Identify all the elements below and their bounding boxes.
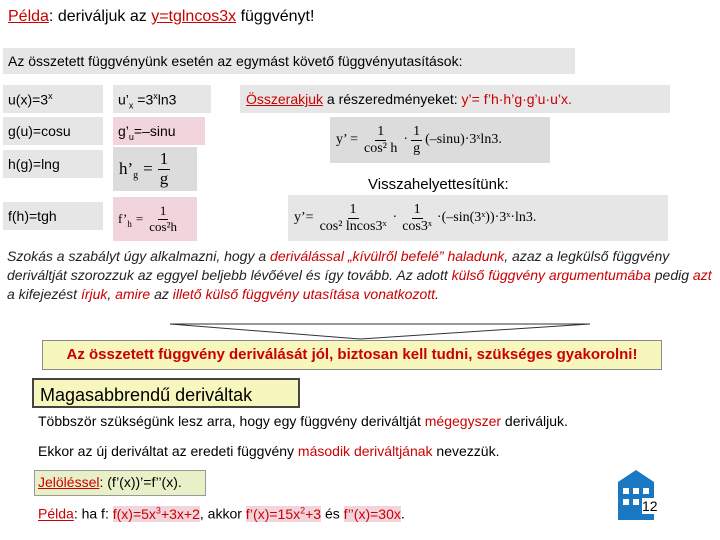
combine-lead: Összerakjuk <box>246 91 324 107</box>
para-highlight-5: amire <box>115 286 151 302</box>
title-prefix: Példa <box>8 8 49 25</box>
para-highlight-4: írjuk <box>80 286 108 302</box>
row-h-left <box>3 150 103 178</box>
row-u-func: u(x)=3 <box>8 91 49 108</box>
row-h-func: h(g)=lng <box>8 156 60 172</box>
formula-2-rest: ·(–sin(3ˣ))·3ˣ·ln3. <box>436 210 537 225</box>
row-g-sub: u <box>128 131 134 142</box>
row-f-left <box>3 202 103 230</box>
line-2-b: második deriváltjának <box>297 443 433 459</box>
row-h-den: g <box>159 168 169 188</box>
row-g-func: g(u)=cosu <box>8 123 71 139</box>
combine-text: a részeredményeket: <box>323 91 462 107</box>
formula-2: y’= $\frac{1}{\text{cos² lncos3ˣ}}$ · $\frac{1}{\text{cos3ˣ}}$ ·(–sin(3ˣ))·3ˣ·ln3. <box>288 195 668 241</box>
line-4-j: . <box>400 505 405 522</box>
title-function: y=tglncos3x <box>151 8 237 25</box>
formula-1-rest: (–sinu)·3ˣln3. <box>425 132 502 147</box>
page-logo <box>608 462 664 522</box>
line-4 <box>38 505 405 522</box>
row-h-num: 1 <box>159 148 169 168</box>
para-text-2: , azaz a legkülső függvény deriváltját szorozzuk az eggyel beljebb lévőével és így tovább. Az adott <box>7 248 670 283</box>
row-f-sub: h <box>127 219 132 229</box>
line-4-b: : ha f: <box>73 505 113 522</box>
row-g-right <box>113 117 205 145</box>
row-f-func: f(h)=tgh <box>8 208 57 224</box>
formula-2-n2: 1 <box>413 202 421 218</box>
window-5 <box>633 499 639 505</box>
line-2-c: nevezzük. <box>432 443 500 459</box>
line-2-a: Ekkor az új deriváltat az eredeti függvény <box>38 443 298 459</box>
page-title <box>8 8 314 26</box>
row-u-left <box>3 85 103 113</box>
window-3 <box>643 488 649 494</box>
intro-bar <box>3 48 575 74</box>
resubstitute-label: Visszahelyettesítünk: <box>368 176 509 193</box>
formula-2-y: y’= <box>294 210 314 225</box>
line-4-e: , akkor <box>199 505 246 522</box>
row-f-den: cos²h <box>149 218 177 234</box>
window-4 <box>623 499 629 505</box>
formula-2-frac2 <box>400 202 434 234</box>
para-text-4: a kifejezést <box>7 286 81 302</box>
formula-1-n1: 1 <box>377 124 385 140</box>
section-heading: Magasabbrendű deriváltak <box>32 378 300 408</box>
line-4-c-wrap <box>113 506 200 522</box>
line-3-a: Jelöléssel <box>38 474 100 490</box>
row-f-deriv: f’ <box>118 211 128 226</box>
formula-1-d2: g <box>413 140 421 156</box>
practice-banner: Az összetett függvény deriválását jól, biztosan kell tudni, szükséges gyakorolni! <box>42 340 662 370</box>
row-h-fraction <box>158 150 171 188</box>
row-u-end: ln3 <box>157 91 177 108</box>
title-text: : deriváljuk az <box>48 8 152 25</box>
window-1 <box>623 488 629 494</box>
row-u-sup: x <box>48 91 53 101</box>
formula-1-d1: cos² h <box>364 140 398 156</box>
para-highlight-1: deriválással „kívülről befelé” haladunk <box>270 248 505 264</box>
row-g-rest: =–sinu <box>133 123 176 139</box>
window-2 <box>633 488 639 494</box>
row-u-rest: =3 <box>133 91 154 108</box>
formula-1-frac2 <box>411 124 422 156</box>
title-suffix: függvényt! <box>236 8 315 25</box>
formula-1-n2: 1 <box>413 124 421 140</box>
line-4-g: +3 <box>305 505 322 522</box>
formula-2-n1: 1 <box>349 202 357 218</box>
formula-1-frac1 <box>362 124 399 156</box>
para-text-1: Szokás a szabályt úgy alkalmazni, hogy a <box>7 248 271 264</box>
para-highlight-6: illető külső függvény utasítása vonatkozott <box>172 286 436 302</box>
row-u-sup2: x <box>153 91 158 101</box>
line-1-a: Többször szükségünk lesz arra, hogy egy függvény deriváltját <box>38 413 425 429</box>
formula-2-d1: cos² lncos3ˣ <box>319 218 387 234</box>
line-4-f-sup: 2 <box>300 505 306 515</box>
row-u-sub: x <box>128 100 134 111</box>
line-2 <box>38 443 499 459</box>
line-4-f: f’(x)=15x <box>245 505 301 522</box>
line-1-b: mégegyszer <box>424 413 502 429</box>
para-highlight-3: azt <box>692 267 712 283</box>
para-text-3: pedig <box>650 267 693 283</box>
row-g-deriv: g’ <box>118 123 129 139</box>
line-3-b: : (f’(x))’=f’’(x). <box>99 474 182 490</box>
line-4-f-wrap <box>246 506 321 522</box>
combine-formula: y’= f’h·h’g·g’u·u’x. <box>461 91 572 107</box>
formula-1: y’ = $\frac{1}{\text{cos² h}}$ · $\frac{1}{g}$ (–sinu)·3ˣln3. <box>330 117 550 163</box>
row-h-deriv: h’ <box>119 159 134 178</box>
row-u-deriv: u’ <box>118 91 129 108</box>
callout-pointer-shape <box>170 324 590 339</box>
row-u-right <box>113 85 211 113</box>
para-text-5: , <box>107 286 116 302</box>
line-1 <box>38 413 568 429</box>
row-h-right: h’ $_g$ = $\frac{1}{g}$ <box>113 147 197 191</box>
para-text-6: az <box>150 286 173 302</box>
line-1-c: deriváljuk. <box>501 413 568 429</box>
row-h-sub: g <box>133 169 139 181</box>
line-4-a: Példa <box>38 505 74 522</box>
row-f-fraction <box>147 204 179 234</box>
row-f-right: f’ $_h$ = $\frac{1}{\text{cos²h}}$ <box>113 197 197 241</box>
formula-2-frac1 <box>318 202 389 234</box>
line-4-c: f(x)=5x <box>112 505 156 522</box>
line-4-c-sup: 3 <box>155 505 161 515</box>
callout-pointer <box>170 318 590 340</box>
row-f-num: 1 <box>159 203 167 219</box>
line-4-h: és <box>321 505 344 522</box>
line-4-d: +3x+2 <box>160 505 200 522</box>
para-highlight-2: külső függvény argumentumába <box>451 267 651 283</box>
para-text-7: . <box>435 286 439 302</box>
row-g-left <box>3 117 103 145</box>
formula-2-d2: cos3ˣ <box>402 218 432 234</box>
explanation-paragraph <box>7 247 713 304</box>
line-3 <box>34 470 206 496</box>
formula-1-y: y’ = <box>336 132 359 147</box>
intro-text: Az összetett függvényünk esetén az egymást követő függvényutasítások: <box>8 53 463 69</box>
line-4-i: f’’(x)=30x <box>343 505 401 522</box>
page-number: 12 <box>642 498 658 514</box>
combine-bar <box>240 85 670 113</box>
